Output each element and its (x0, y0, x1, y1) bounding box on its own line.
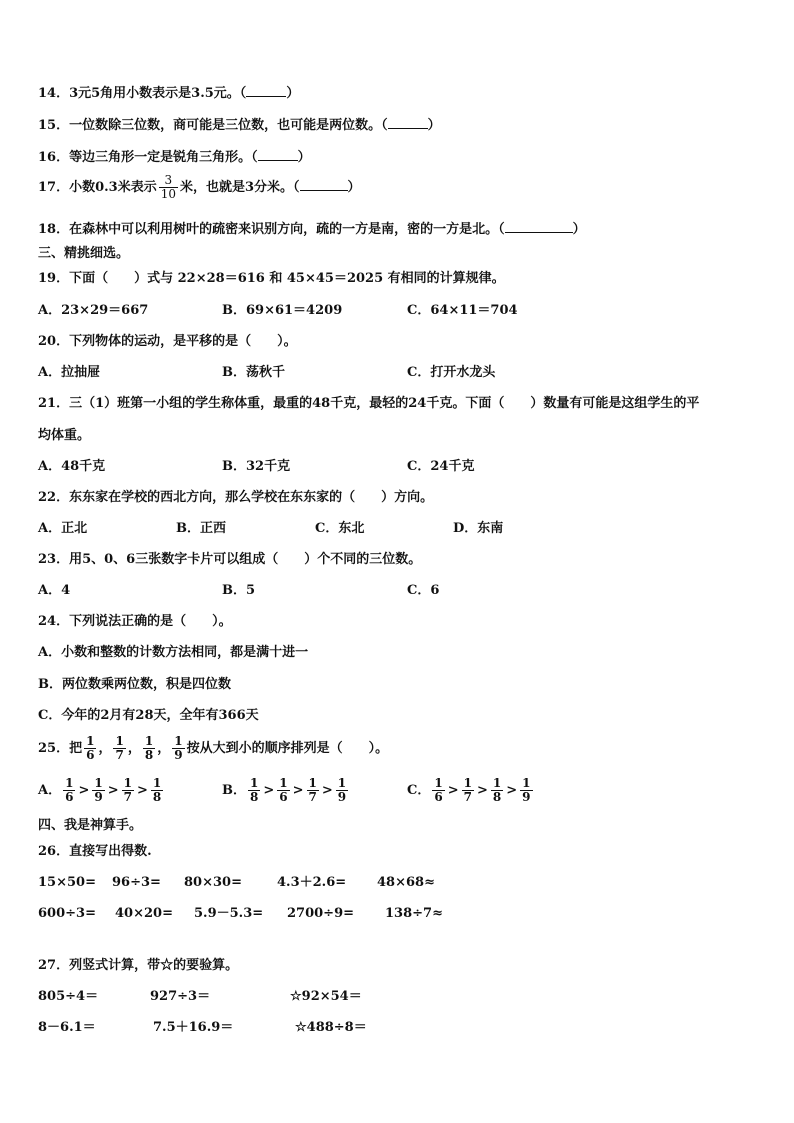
option-c[interactable]: C． $\frac{1}{6}$ > $\frac{1}{7}$ > $\frac{1}{8}$ > $\frac{1}{9}$ (407, 776, 531, 804)
calc-item: 2700÷9= (287, 906, 355, 921)
option-a[interactable]: A． $\frac{1}{6}$ > $\frac{1}{9}$ > $\frac{1}{7}$ > $\frac{1}{8}$ (38, 776, 162, 804)
fraction: $\frac{1}{7}$ (115, 734, 124, 762)
option-c[interactable]: C．64×11＝704 (407, 303, 518, 318)
calc-item: 15×50= (38, 875, 96, 890)
question-17: 17．小数0.3米表示 $\frac{3}{10}$ 米，也就是3分米。（ ） (38, 173, 361, 201)
fraction: $\frac{1}{8}$ (250, 776, 259, 804)
option-b[interactable]: B．两位数乘两位数，积是四位数 (38, 677, 231, 692)
option-d[interactable]: D．东南 (453, 521, 504, 536)
section-heading-3: 三、精挑细选。 (38, 246, 130, 261)
option-b[interactable]: B．5 (222, 583, 256, 598)
option-c[interactable]: C．打开水龙头 (407, 365, 496, 380)
question-24: 24．下列说法正确的是（ ）。 (38, 614, 232, 629)
calc-item: 40×20= (115, 906, 173, 921)
option-a[interactable]: A．正北 (38, 521, 88, 536)
fraction: $\frac{1}{6}$ (65, 776, 74, 804)
calc-item: 138÷7≈ (385, 906, 443, 921)
answer-blank[interactable] (246, 84, 286, 97)
fraction: $\frac{1}{8}$ (152, 776, 162, 804)
option-c[interactable]: C．6 (407, 583, 440, 598)
answer-blank[interactable] (505, 220, 573, 233)
fraction: $\frac{1}{9}$ (522, 776, 531, 804)
calc-item: 805÷4＝ (38, 989, 99, 1004)
option-c[interactable]: C．今年的2月有28天，全年有366天 (38, 708, 259, 723)
calc-item: 927÷3＝ (150, 989, 211, 1004)
fraction: $\frac{1}{8}$ (144, 734, 154, 762)
fraction: $\frac{1}{9}$ (337, 776, 347, 804)
answer-blank[interactable] (300, 178, 348, 191)
fraction: $\frac{1}{6}$ (279, 776, 288, 804)
calc-item: 48×68≈ (377, 875, 435, 890)
question-16: 16．等边三角形一定是锐角三角形。（ ） (38, 150, 311, 165)
calc-item: 8－6.1＝ (38, 1020, 96, 1035)
fraction: $\frac{1}{9}$ (174, 734, 183, 762)
fraction: $\frac{1}{7}$ (463, 776, 472, 804)
question-15: 15．一位数除三位数，商可能是三位数，也可能是两位数。（ ） (38, 118, 441, 133)
section-heading-4: 四、我是神算手。 (38, 818, 143, 833)
question-27: 27．列竖式计算，带☆的要验算。 (38, 958, 239, 973)
option-a[interactable]: A．4 (38, 583, 71, 598)
option-a[interactable]: A．拉抽屉 (38, 365, 101, 380)
option-a[interactable]: A．48千克 (38, 459, 106, 474)
question-23: 23．用5、0、6三张数字卡片可以组成（ ）个不同的三位数。 (38, 552, 422, 567)
question-25: 25．把 $\frac{1}{6}$ ， $\frac{1}{7}$ ， $\frac{1}{8}$ ， $\frac{1}{9}$ 按从大到小的顺序排列是（ ）。 (38, 734, 389, 762)
option-c[interactable]: C．东北 (315, 521, 365, 536)
calc-item: 80×30= (184, 875, 242, 890)
fraction: $\frac{1}{9}$ (94, 776, 103, 804)
question-19: 19．下面（ ）式与 22×28＝616 和 45×45＝2025 有相同的计算规律。 (38, 271, 505, 286)
question-21-continued: 均体重。 (38, 428, 91, 443)
fraction: $\frac{1}{7}$ (308, 776, 317, 804)
fraction: $\frac{3}{10}$ (160, 173, 176, 201)
question-18: 18．在森林中可以利用树叶的疏密来识别方向，疏的一方是南，密的一方是北。（ ） (38, 222, 586, 237)
answer-blank[interactable] (388, 116, 428, 129)
calc-item: 5.9－5.3= (194, 906, 264, 921)
fraction: $\frac{1}{8}$ (492, 776, 502, 804)
option-b[interactable]: B．32千克 (222, 459, 291, 474)
question-26: 26．直接写出得数. (38, 844, 152, 859)
calc-item: 7.5＋16.9＝ (153, 1020, 234, 1035)
fraction: $\frac{1}{6}$ (86, 734, 95, 762)
calc-item: 96÷3= (112, 875, 161, 890)
question-21: 21．三（1）班第一小组的学生称体重，最重的48千克，最轻的24千克。下面（ ）数量有可能是这组学生的平 (38, 396, 700, 411)
option-b[interactable]: B．正西 (176, 521, 226, 536)
calc-item: ☆488÷8＝ (295, 1020, 367, 1035)
question-14: 14．3元5角用小数表示是3.5元。（ ） (38, 86, 300, 101)
answer-blank[interactable] (258, 148, 298, 161)
question-22: 22．东东家在学校的西北方向，那么学校在东东家的（ ）方向。 (38, 490, 434, 505)
option-b[interactable]: B．69×61＝4209 (222, 303, 343, 318)
calc-item: ☆92×54＝ (290, 989, 362, 1004)
fraction: $\frac{1}{7}$ (123, 776, 132, 804)
option-b[interactable]: B．荡秋千 (222, 365, 285, 380)
calc-item: 4.3＋2.6= (277, 875, 347, 890)
calc-item: 600÷3= (38, 906, 96, 921)
option-a[interactable]: A．小数和整数的计数方法相同，都是满十进一 (38, 645, 309, 660)
option-c[interactable]: C．24千克 (407, 459, 475, 474)
fraction: $\frac{1}{6}$ (434, 776, 443, 804)
option-a[interactable]: A．23×29＝667 (38, 303, 149, 318)
option-b[interactable]: B． $\frac{1}{8}$ > $\frac{1}{6}$ > $\frac{1}{7}$ > $\frac{1}{9}$ (222, 776, 347, 804)
question-20: 20．下列物体的运动，是平移的是（ ）。 (38, 334, 297, 349)
